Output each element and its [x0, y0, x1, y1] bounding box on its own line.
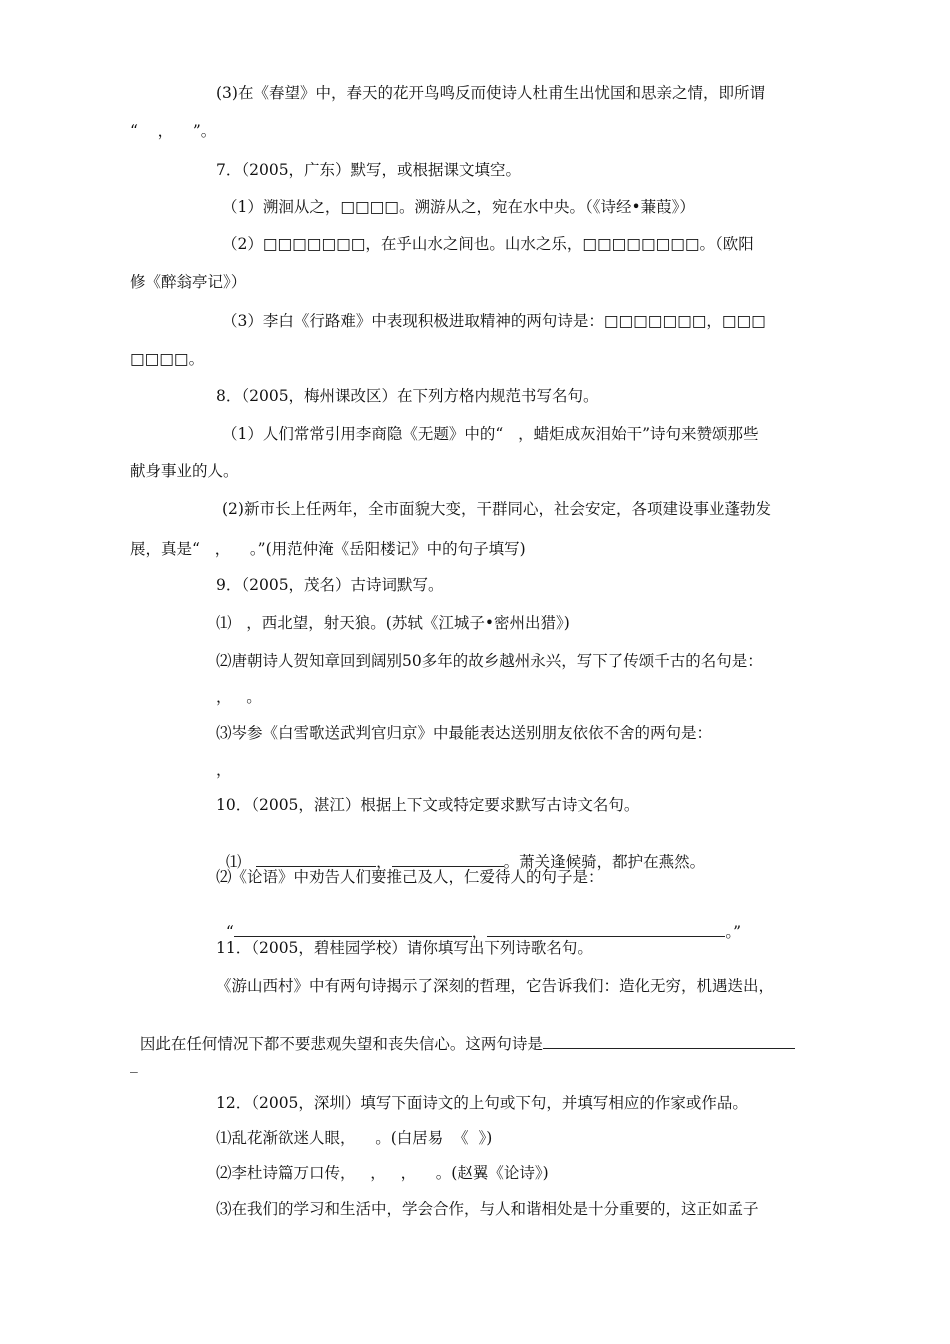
text-line: ⑴乱花渐欲迷人眼， 。(白居易 《 》) — [216, 1129, 493, 1147]
text-line: □□□□。 — [130, 350, 205, 368]
answer-blank[interactable] — [487, 922, 725, 937]
text-line: 献身事业的人。 — [130, 462, 239, 480]
question-9-heading: 9．（2005，茂名）古诗词默写。 — [216, 576, 444, 594]
text-line: _ — [130, 1055, 138, 1073]
text-line: （2）□□□□□□□，在乎山水之间也。山水之乐，□□□□□□□□。（欧阳 — [222, 235, 754, 253]
text-line: ⑶岑参《白雪歌送武判官归京》中最能表达送别朋友依依不舍的两句是： — [216, 724, 713, 742]
text-line: （1）溯洄从之，□□□□。溯游从之，宛在水中央。（《诗经•蒹葭》） — [222, 198, 695, 216]
text-line — [0, 1014, 950, 1054]
answer-blank[interactable] — [234, 922, 472, 937]
comma: ， — [471, 923, 488, 941]
text-line — [0, 832, 950, 872]
open-quote: “ — [225, 923, 234, 941]
text-line: 《游山西村》中有两句诗揭示了深刻的哲理，它告诉我们：造化无穷，机遇迭出， — [216, 977, 775, 995]
text-line: ， — [216, 761, 232, 779]
answer-blank[interactable] — [543, 1034, 795, 1049]
answer-blank[interactable] — [392, 852, 504, 867]
text-line — [0, 902, 950, 942]
text-line: （3）李白《行路难》中表现积极进取精神的两句诗是：□□□□□□□，□□□ — [222, 312, 766, 330]
text-line: ⑵李杜诗篇万口传， ， ， 。(赵翼《论诗》) — [216, 1164, 549, 1182]
text-fragment: 。萧关逢候骑，都护在燕然。 — [503, 853, 706, 871]
text-line: ， 。 — [216, 688, 262, 706]
text-line: “ ， ”。 — [130, 122, 217, 140]
text-line: ⑶在我们的学习和生活中，学会合作，与人和谐相处是十分重要的，这正如孟子 — [216, 1200, 759, 1218]
comma: ， — [376, 853, 392, 871]
text-line: 展，真是“ ， 。”(用范仲淹《岳阳楼记》中的句子填写) — [130, 540, 526, 558]
item-label: ⑴ — [225, 853, 257, 871]
close-quote: 。” — [725, 923, 741, 941]
text-line: (2)新市长上任两年，全市面貌大变，干群同心，社会安定，各项建设事业蓬勃发 — [222, 500, 771, 518]
text-line: ⑵唐朝诗人贺知章回到阔别50多年的故乡越州永兴，写下了传颂千古的名句是： — [216, 652, 763, 670]
question-8-heading: 8．（2005，梅州课改区）在下列方格内规范书写名句。 — [216, 387, 599, 405]
answer-blank[interactable] — [256, 852, 376, 867]
question-10-heading: 10．（2005，湛江）根据上下文或特定要求默写古诗文名句。 — [216, 796, 640, 814]
text-line: ⑴ ，西北望，射天狼。(苏轼《江城子•密州出猎》) — [216, 614, 570, 632]
question-12-heading: 12．（2005，深圳）填写下面诗文的上句或下句，并填写相应的作家或作品。 — [216, 1094, 748, 1112]
question-11-heading: 11．（2005，碧桂园学校）请你填写出下列诗歌名句。 — [216, 939, 593, 957]
text-line: （1）人们常常引用李商隐《无题》中的“ ，蜡炬成灰泪始干”诗句来赞颂那些 — [222, 425, 759, 443]
text-line: (3)在《春望》中，春天的花开鸟鸣反而使诗人杜甫生出忧国和思亲之情，即所谓 — [216, 84, 765, 102]
text-line: ⑵《论语》中劝告人们要推己及人，仁爱待人的句子是： — [216, 868, 604, 886]
text-line: 修《醉翁亭记》） — [130, 273, 247, 291]
question-7-heading: 7．（2005，广东）默写，或根据课文填空。 — [216, 161, 522, 179]
text-fragment: 因此在任何情况下都不要悲观失望和丧失信心。这两句诗是 — [139, 1035, 543, 1053]
